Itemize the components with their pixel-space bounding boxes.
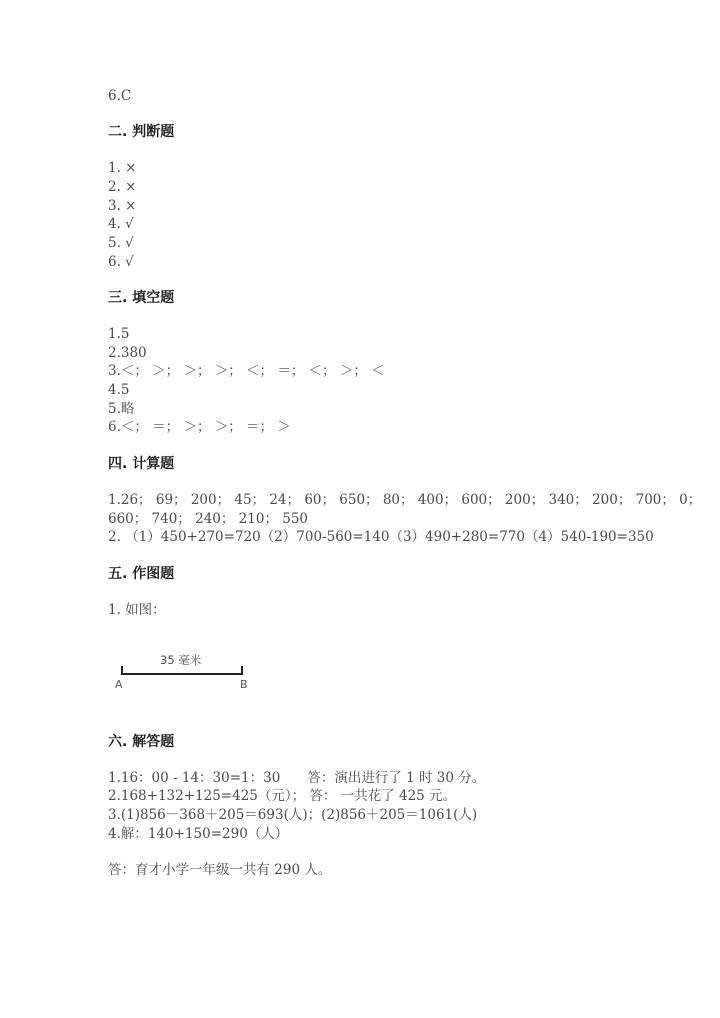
line-segment-diagram <box>108 650 258 695</box>
true-false-answer: 3. × <box>108 198 137 214</box>
calculation-answer: 1.26； 69； 200； 45； 24； 60； 650； 80； 400； 600； 200； 340； 200； 700； 0； <box>108 492 702 508</box>
true-false-answer: 1. × <box>108 160 137 176</box>
point-b-label: B <box>240 678 248 691</box>
drawing-answer: 1. 如图： <box>108 602 166 618</box>
word-problem-answer: 1.16：00 - 14：30=1：30 答：演出进行了 1 时 30 分。 <box>108 770 486 786</box>
segment-endpoint-tick-b <box>241 666 243 675</box>
true-false-answer: 2. × <box>108 179 137 195</box>
fill-blank-answer: 2.380 <box>108 345 147 361</box>
fill-blank-answer: 4.5 <box>108 382 130 398</box>
calculation-answer-continued: 660； 740； 240； 210； 550 <box>108 511 309 527</box>
final-answer-statement: 答：育才小学一年级一共有 290 人。 <box>108 862 332 878</box>
fill-blank-answer: 3.＜； ＞； ＞； ＞； ＜； ＝； ＜； ＞； ＜ <box>108 363 385 379</box>
word-problem-answer: 2.168+132+125=425（元）； 答： 一共花了 425 元。 <box>108 788 457 804</box>
section-heading-drawing: 五. 作图题 <box>108 566 175 582</box>
word-problem-answer: 3.(1)856－368＋205＝693(人)；(2)856＋205＝1061(人) <box>108 807 478 823</box>
fill-blank-answer: 5.略 <box>108 401 135 417</box>
section-heading-fill-blank: 三. 填空题 <box>108 290 175 306</box>
segment-length-label: 35 毫米 <box>160 653 202 667</box>
true-false-answer: 6. √ <box>108 254 134 270</box>
true-false-answer: 5. √ <box>108 235 134 251</box>
calculation-answer: 2. （1）450+270=720（2）700-560=140（3）490+280=770（4）540-190=350 <box>108 529 654 545</box>
point-a-label: A <box>115 678 123 691</box>
choice-answer-6: 6.C <box>108 88 132 104</box>
section-heading-true-false: 二. 判断题 <box>108 124 175 140</box>
section-heading-calculation: 四. 计算题 <box>108 456 175 472</box>
fill-blank-answer: 6.＜； ＝； ＞； ＞； ＝； ＞ <box>108 419 291 435</box>
word-problem-answer: 4.解：140+150=290（人） <box>108 826 289 842</box>
true-false-answer: 4. √ <box>108 216 134 232</box>
section-heading-word-problems: 六. 解答题 <box>108 734 175 750</box>
fill-blank-answer: 1.5 <box>108 326 130 342</box>
line-segment <box>121 673 243 675</box>
